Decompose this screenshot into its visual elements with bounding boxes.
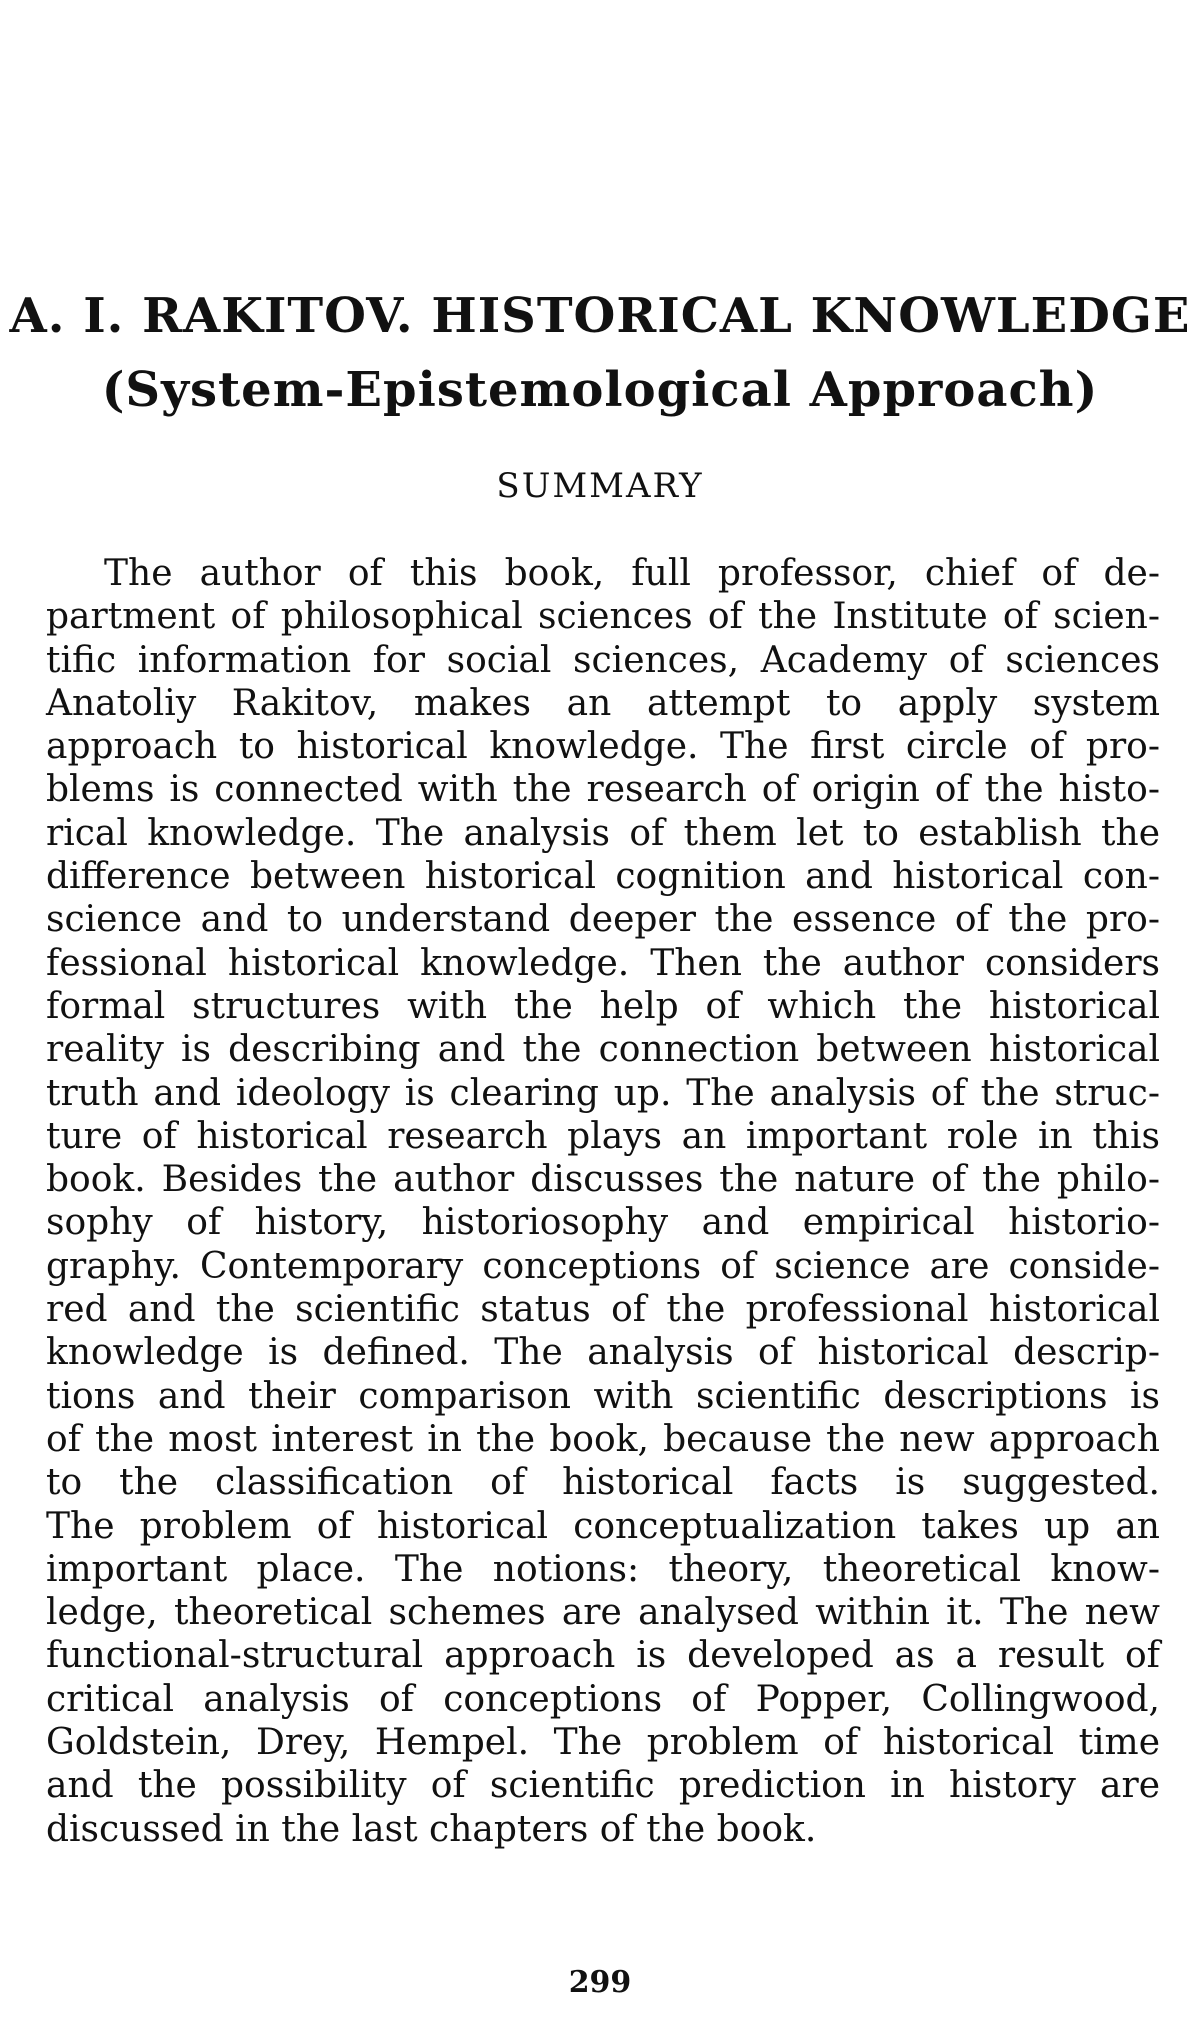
page-number: 299	[568, 1965, 632, 2000]
text-line: critical analysis of conceptions of Popper, Collingwood,	[46, 1678, 1160, 1720]
text-line: book. Besides the author discusses the nature of the philo-	[46, 1159, 1160, 1201]
text-line: red and the scientific status of the professional historical	[46, 1289, 1160, 1331]
text-line: graphy. Contemporary conceptions of science are conside-	[46, 1245, 1160, 1287]
text-line: to the classification of historical facts is suggested.	[46, 1462, 1160, 1504]
text-line: important place. The notions: theory, theoretical know-	[46, 1548, 1160, 1590]
text-line: science and to understand deeper the essence of the pro-	[46, 899, 1160, 941]
document-title: A. I. RAKITOV. HISTORICAL KNOWLEDGE	[9, 288, 1191, 344]
text-line: Goldstein, Drey, Hempel. The problem of historical time	[46, 1722, 1160, 1764]
text-line: The problem of historical conceptualization takes up an	[46, 1505, 1160, 1547]
text-line: truth and ideology is clearing up. The analysis of the struc-	[46, 1072, 1160, 1114]
text-line: functional-structural approach is developed as a result of	[46, 1635, 1160, 1677]
text-line: sophy of history, historiosophy and empirical historio-	[46, 1202, 1160, 1244]
text-line: of the most interest in the book, because the new approach	[46, 1418, 1160, 1460]
text-line: tific information for social sciences, Academy of sciences	[46, 639, 1160, 681]
text-line: fessional historical knowledge. Then the author considers	[46, 942, 1160, 984]
text-line: knowledge is defined. The analysis of historical descrip-	[46, 1332, 1160, 1374]
text-line: The author of this book, full professor, chief of de-	[104, 553, 1160, 594]
section-heading: SUMMARY	[496, 466, 704, 506]
text-line: Anatoliy Rakitov, makes an attempt to apply system	[46, 682, 1160, 724]
text-line: tions and their comparison with scientific descriptions is	[46, 1375, 1160, 1417]
text-line: reality is describing and the connection between historical	[46, 1029, 1160, 1071]
summary-paragraph	[46, 552, 1160, 1851]
text-line: difference between historical cognition and historical con-	[46, 856, 1160, 898]
document-subtitle: (System-Epistemological Approach)	[101, 362, 1099, 418]
text-line: blems is connected with the research of origin of the histo-	[46, 769, 1160, 811]
text-line: rical knowledge. The analysis of them let to establish the	[46, 812, 1160, 854]
text-line: formal structures with the help of which the historical	[46, 985, 1160, 1027]
text-line: and the possibility of scientific prediction in history are	[46, 1765, 1160, 1807]
text-line: approach to historical knowledge. The first circle of pro-	[46, 726, 1160, 768]
text-line: partment of philosophical sciences of the Institute of scien-	[46, 596, 1160, 638]
text-line: ture of historical research plays an important role in this	[46, 1115, 1160, 1157]
text-line: ledge, theoretical schemes are analysed within it. The new	[46, 1592, 1160, 1634]
text-line: discussed in the last chapters of the book.	[46, 1808, 817, 1850]
